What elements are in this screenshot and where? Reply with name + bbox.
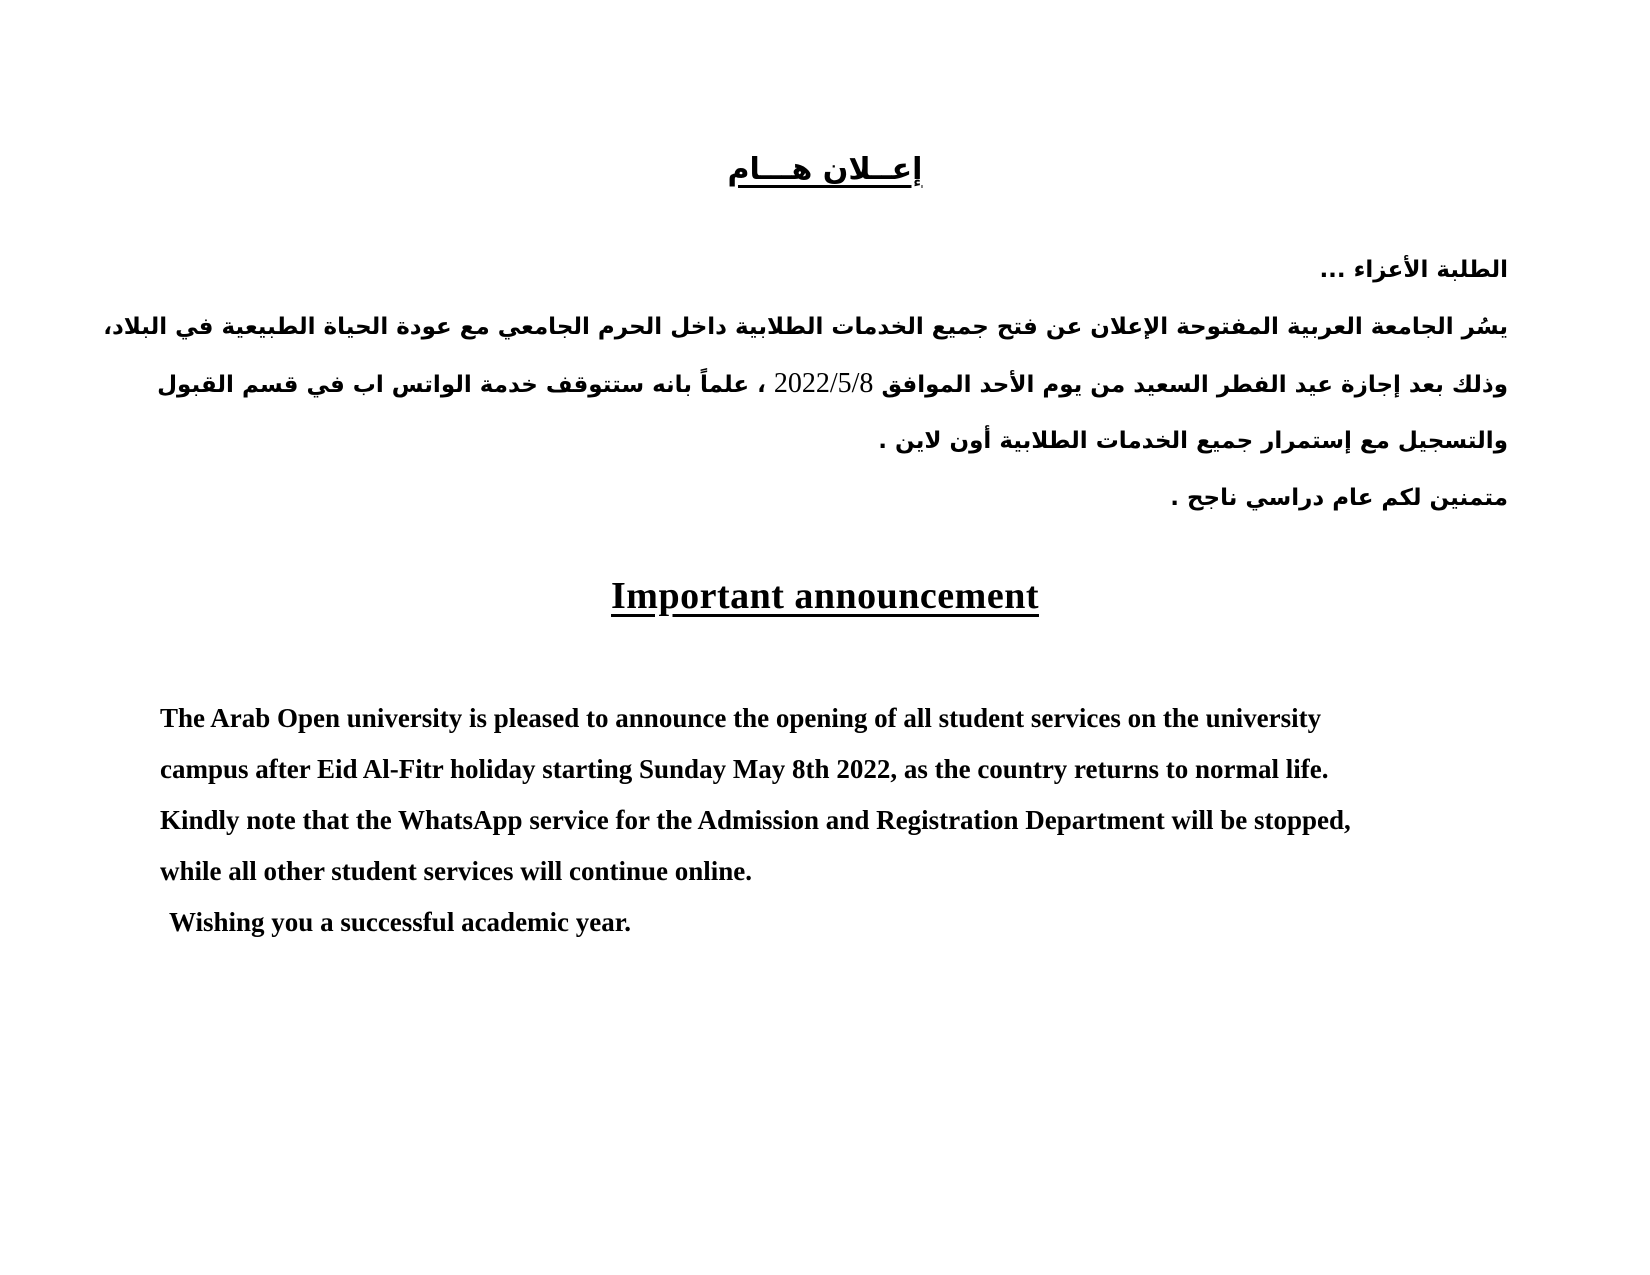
arabic-paragraph-line: والتسجيل مع إستمرار جميع الخدمات الطلابية أون لاين . <box>878 428 1508 454</box>
arabic-body <box>103 250 1508 535</box>
arabic-title: إعــلان هـــام <box>727 152 923 187</box>
english-closing: Wishing you a successful academic year. <box>169 907 632 937</box>
arabic-paragraph-line: يسُر الجامعة العربية المفتوحة الإعلان عن فتح جميع الخدمات الطلابية داخل الحرم الجامعي مع عودة الحياة الطبيعية في البلاد، <box>103 314 1508 340</box>
english-paragraph-line: while all other student services will continue online. <box>160 856 752 886</box>
english-paragraph-line: The Arab Open university is pleased to announce the opening of all student services on the university <box>160 703 1322 733</box>
english-body <box>160 700 1540 955</box>
arabic-date: 2022/5/8 <box>773 368 874 399</box>
english-paragraph-line: campus after Eid Al-Fitr holiday starting Sunday May 8th 2022, as the country returns to normal life. <box>160 754 1329 784</box>
arabic-paragraph-line-with-date <box>128 364 1508 421</box>
english-title: Important announcement <box>611 575 1039 617</box>
arabic-closing: متمنين لكم عام دراسي ناجح . <box>1170 485 1508 511</box>
arabic-greeting: الطلبة الأعزاء ... <box>1319 257 1508 283</box>
english-paragraph-line: Kindly note that the WhatsApp service for the Admission and Registration Department will be stopped, <box>160 805 1351 835</box>
arabic-text-segment: وذلك بعد إجازة عيد الفطر السعيد من يوم الأحد الموافق <box>873 372 1508 398</box>
arabic-text-segment: ، علماً بانه ستتوقف خدمة الواتس اب في قسم القبول <box>157 372 774 398</box>
